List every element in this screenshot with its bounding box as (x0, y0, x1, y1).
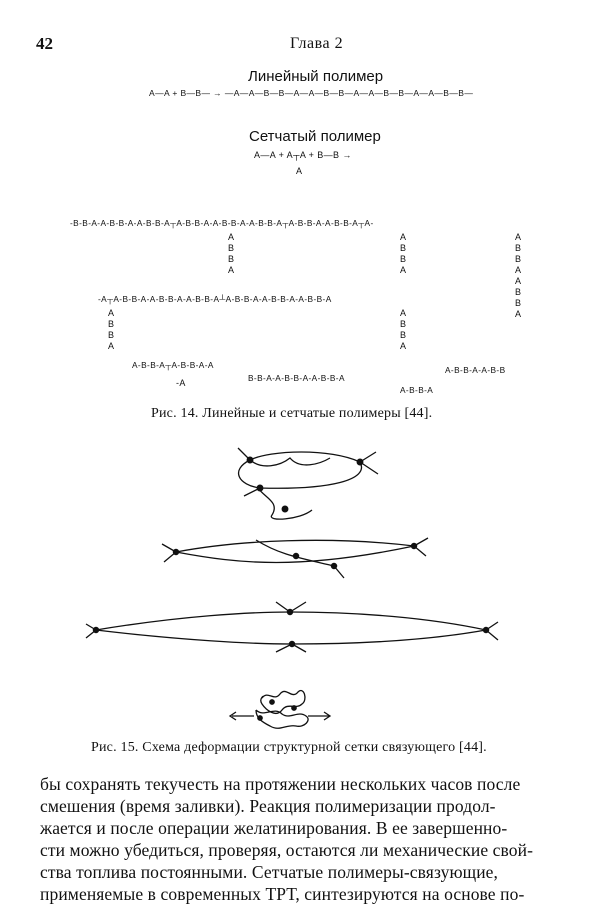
network-extra-label: -A (176, 378, 186, 388)
network-vertical-chain-3: A B B A (400, 308, 407, 351)
body-line: ства топлива постоянными. Сетчатые полимеры-связующие, (40, 862, 498, 882)
network-row-bottom-right: A-B-B-A (400, 385, 434, 395)
figure-15-caption: Рис. 15. Схема деформации структурной сетки связующего [44]. (91, 740, 487, 755)
linear-polymer-title: Линейный полимер (248, 68, 384, 85)
network-polymer-title: Сетчатый полимер (249, 128, 381, 145)
body-line: смешения (время заливки). Реакция полимеризации продол- (40, 796, 496, 816)
network-branch-label: A (296, 166, 303, 176)
page-number: 42 (36, 34, 53, 53)
figure-14-caption: Рис. 14. Линейные и сетчатые полимеры [44]. (151, 406, 433, 421)
network-deformation-drawing (0, 440, 600, 740)
body-paragraph (40, 773, 568, 905)
network-row-bottom: B-B-A-A-B-B-A-A-B-B-A (248, 373, 345, 383)
network-vertical-chain-4: A B B A (515, 232, 522, 275)
chapter-title: Глава 2 (290, 35, 344, 52)
network-vertical-chain-6: A B B A (108, 308, 115, 351)
network-row-right: A-B-B-A-A-B-B (445, 365, 506, 375)
network-row-lower-left: A-B-B-A┬A-B-B-A-A (132, 360, 214, 370)
body-line: жается и после операции желатинирования. В ее завершенно- (40, 818, 508, 838)
network-vertical-chain-2: A B B A (400, 232, 407, 275)
network-vertical-chain-5: A B B A (515, 276, 522, 319)
body-line: применяемые в современных ТРТ, синтезируются на основе по- (40, 884, 525, 904)
body-line: сти можно убедиться, проверяя, остаются ли механические свой- (40, 840, 534, 860)
body-line: бы сохранять текучесть на протяжении нескольких часов после (40, 774, 521, 794)
network-row-middle: -A┬A-B-B-A-A-B-B-A-A-B-B-A┴A-B-B-A-A-B-B-A-A-B-B-A (98, 294, 332, 304)
linear-polymer-reaction: A—A + B—B— → —A—A—B—B—A—A—B—B—A—A—B—B—A—A—B—B— (149, 88, 474, 98)
network-polymer-reaction: A—A + A┬A + B—B → (254, 150, 352, 160)
network-vertical-chain-1: A B B A (228, 232, 235, 275)
network-row-top: -B-B-A-A-B-B-A-A-B-B-A┬A-B-B-A-A-B-B-A-A-B-B-A┬A-B-B-A-A-B-B-A┬A- (70, 218, 374, 228)
